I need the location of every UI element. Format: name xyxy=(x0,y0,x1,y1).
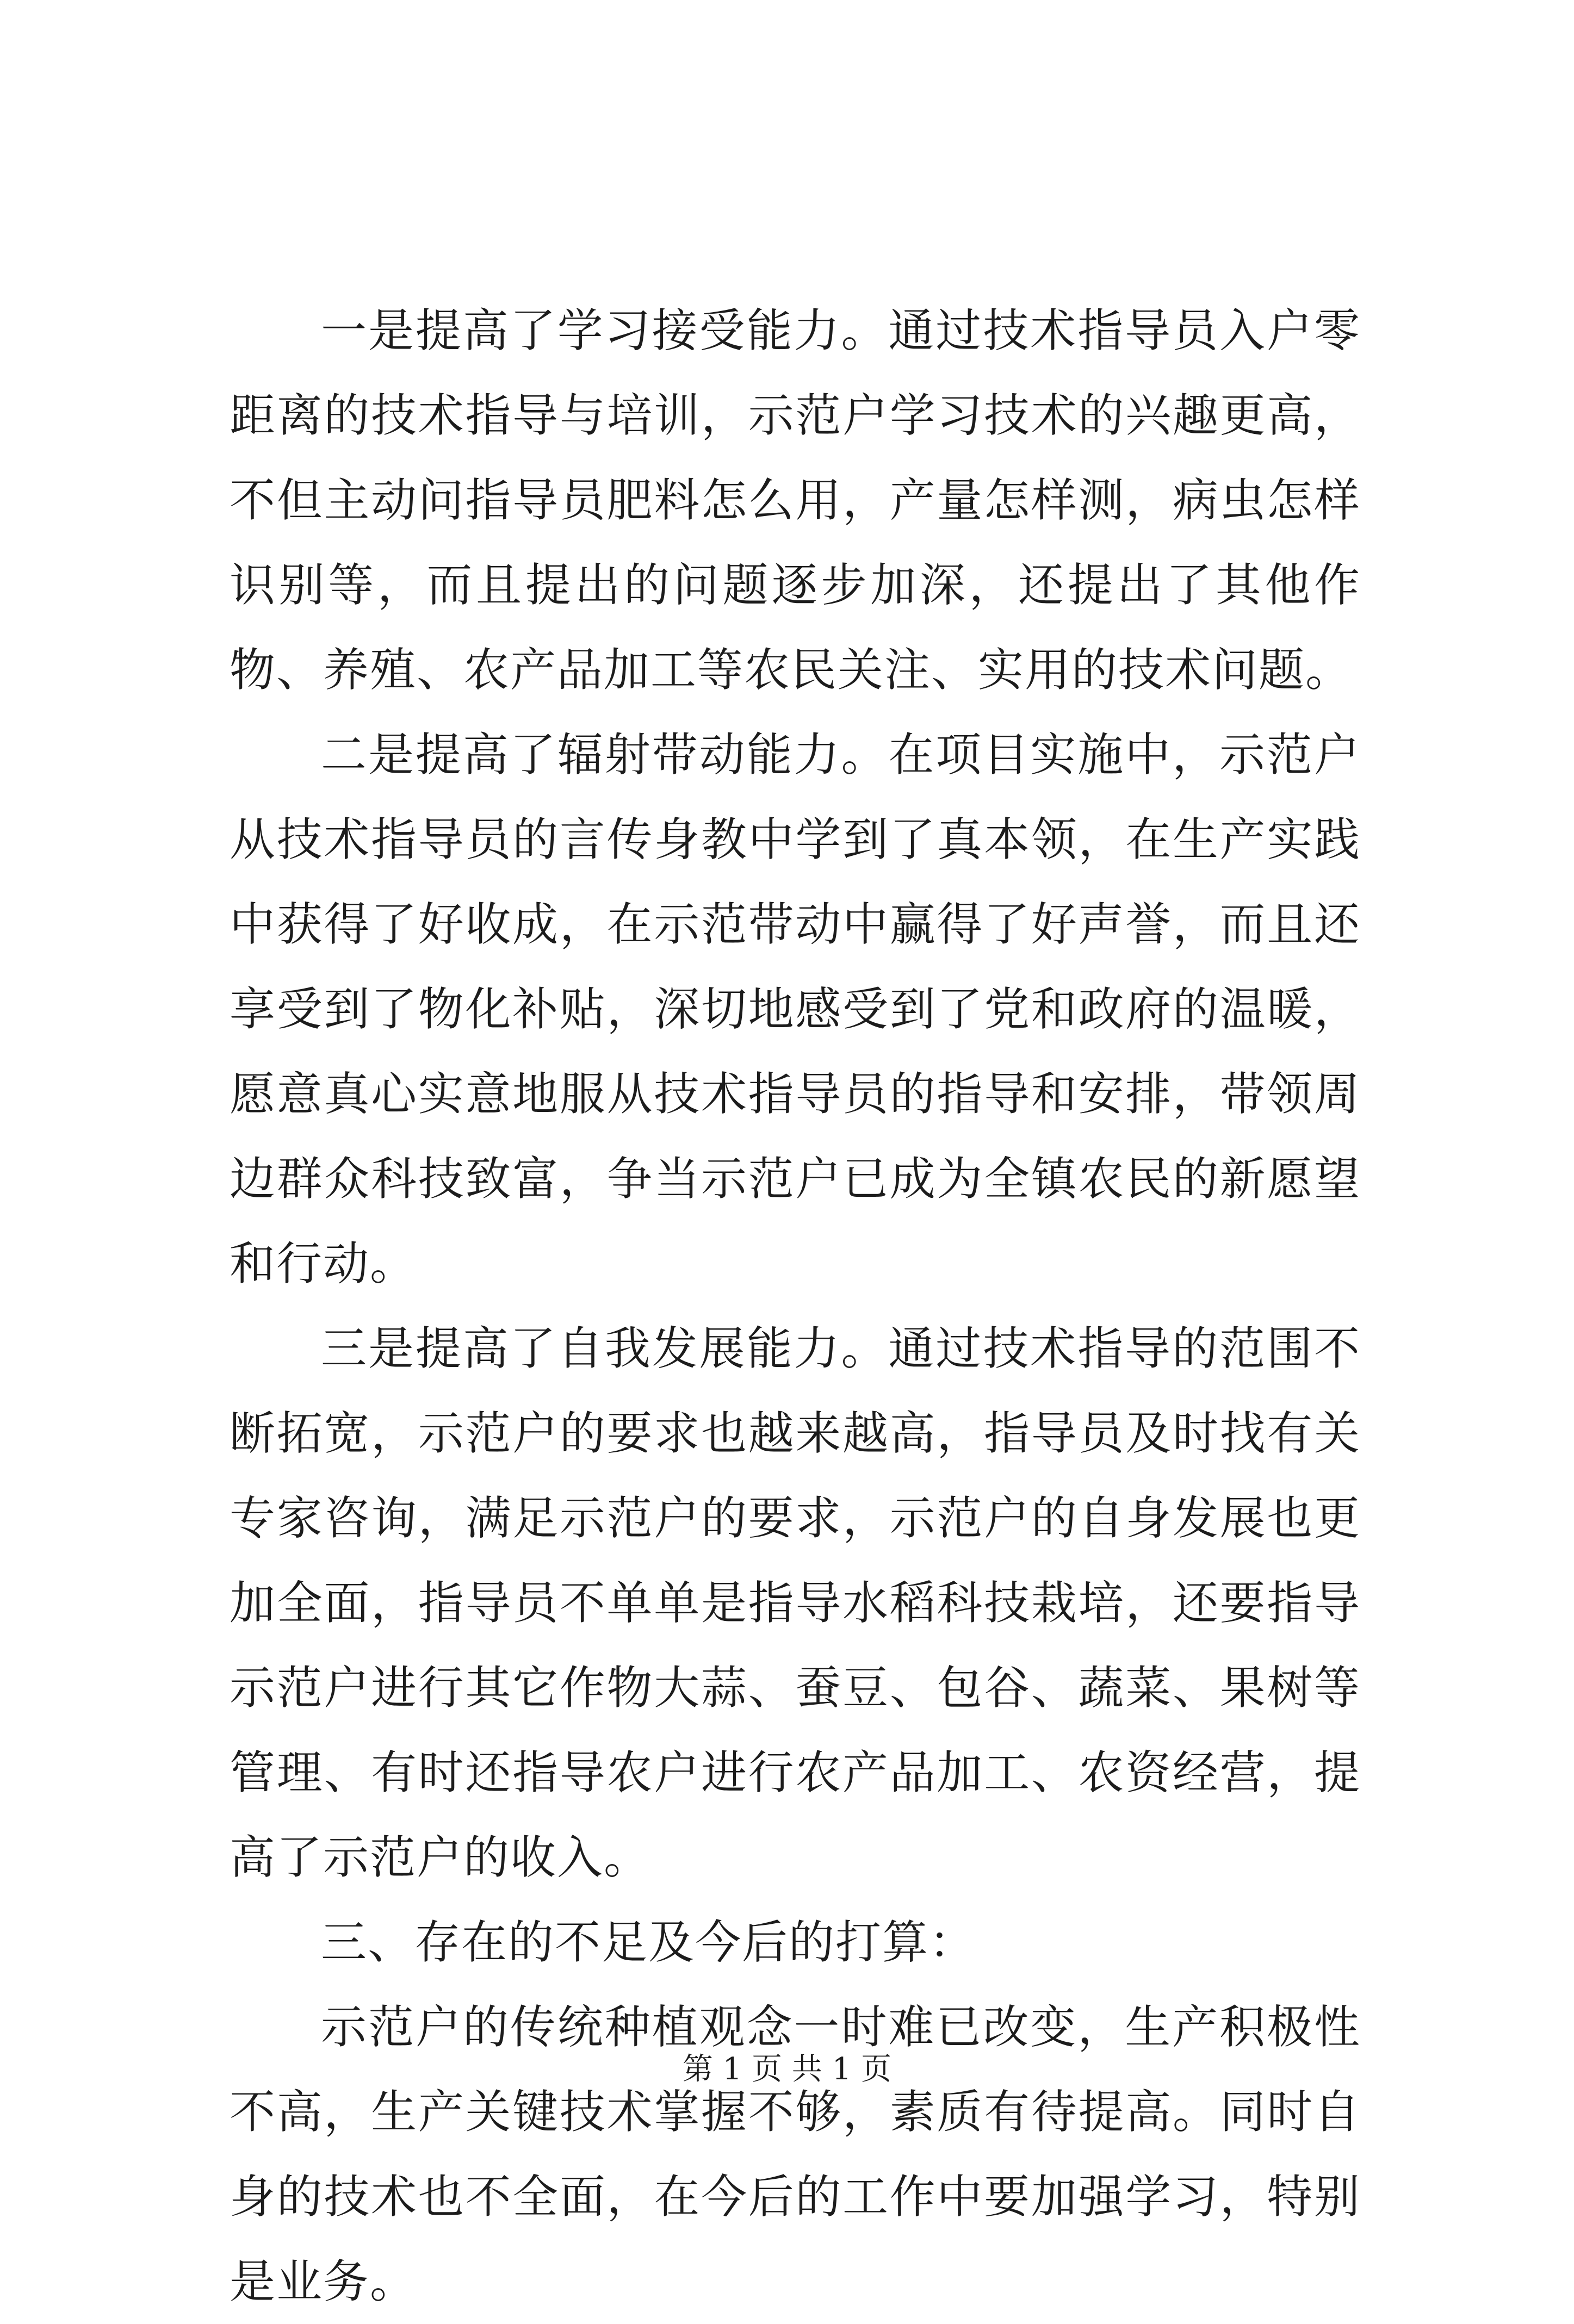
page-number-footer: 第 1 页 共 1 页 xyxy=(682,2052,892,2087)
paragraph-4: 示范户的传统种植观念一时难已改变，生产积极性不高，生产关键技术掌握不够，素质有待提高。同时自身的技术也不全面，在今后的工作中要加强学习，特别是业务。 xyxy=(230,2000,1361,2308)
paragraph-1: 一是提高了学习接受能力。通过技术指导员入户零距离的技术指导与培训，示范户学习技术的兴趣更高，不但主动问指导员肥料怎么用，产量怎样测，病虫怎样识别等，而且提出的问题逐步加深，还提出了其他作物、养殖、农产品加工等农民关注、实用的技术问题。 xyxy=(230,304,1361,697)
paragraph-3: 三是提高了自我发展能力。通过技术指导的范围不断拓宽，示范户的要求也越来越高，指导员及时找有关专家咨询，满足示范户的要求，示范户的自身发展也更加全面，指导员不单单是指导水稻科技栽培，还要指导示范户进行其它作物大蒜、蚕豆、包谷、蔬菜、果树等管理、有时还指导农户进行农产品加工、农资经营，提高了示范户的收入。 xyxy=(230,1322,1361,1884)
document-body xyxy=(230,288,1361,2324)
paragraph-2: 二是提高了辐射带动能力。在项目实施中，示范户从技术指导员的言传身教中学到了真本领，在生产实践中获得了好收成，在示范带动中赢得了好声誉，而且还享受到了物化补贴，深切地感受到了党和政府的温暖，愿意真心实意地服从技术指导员的指导和安排，带领周边群众科技致富，争当示范户已成为全镇农民的新愿望和行动。 xyxy=(230,728,1361,1290)
section-heading: 三、存在的不足及今后的打算： xyxy=(321,1916,976,1969)
